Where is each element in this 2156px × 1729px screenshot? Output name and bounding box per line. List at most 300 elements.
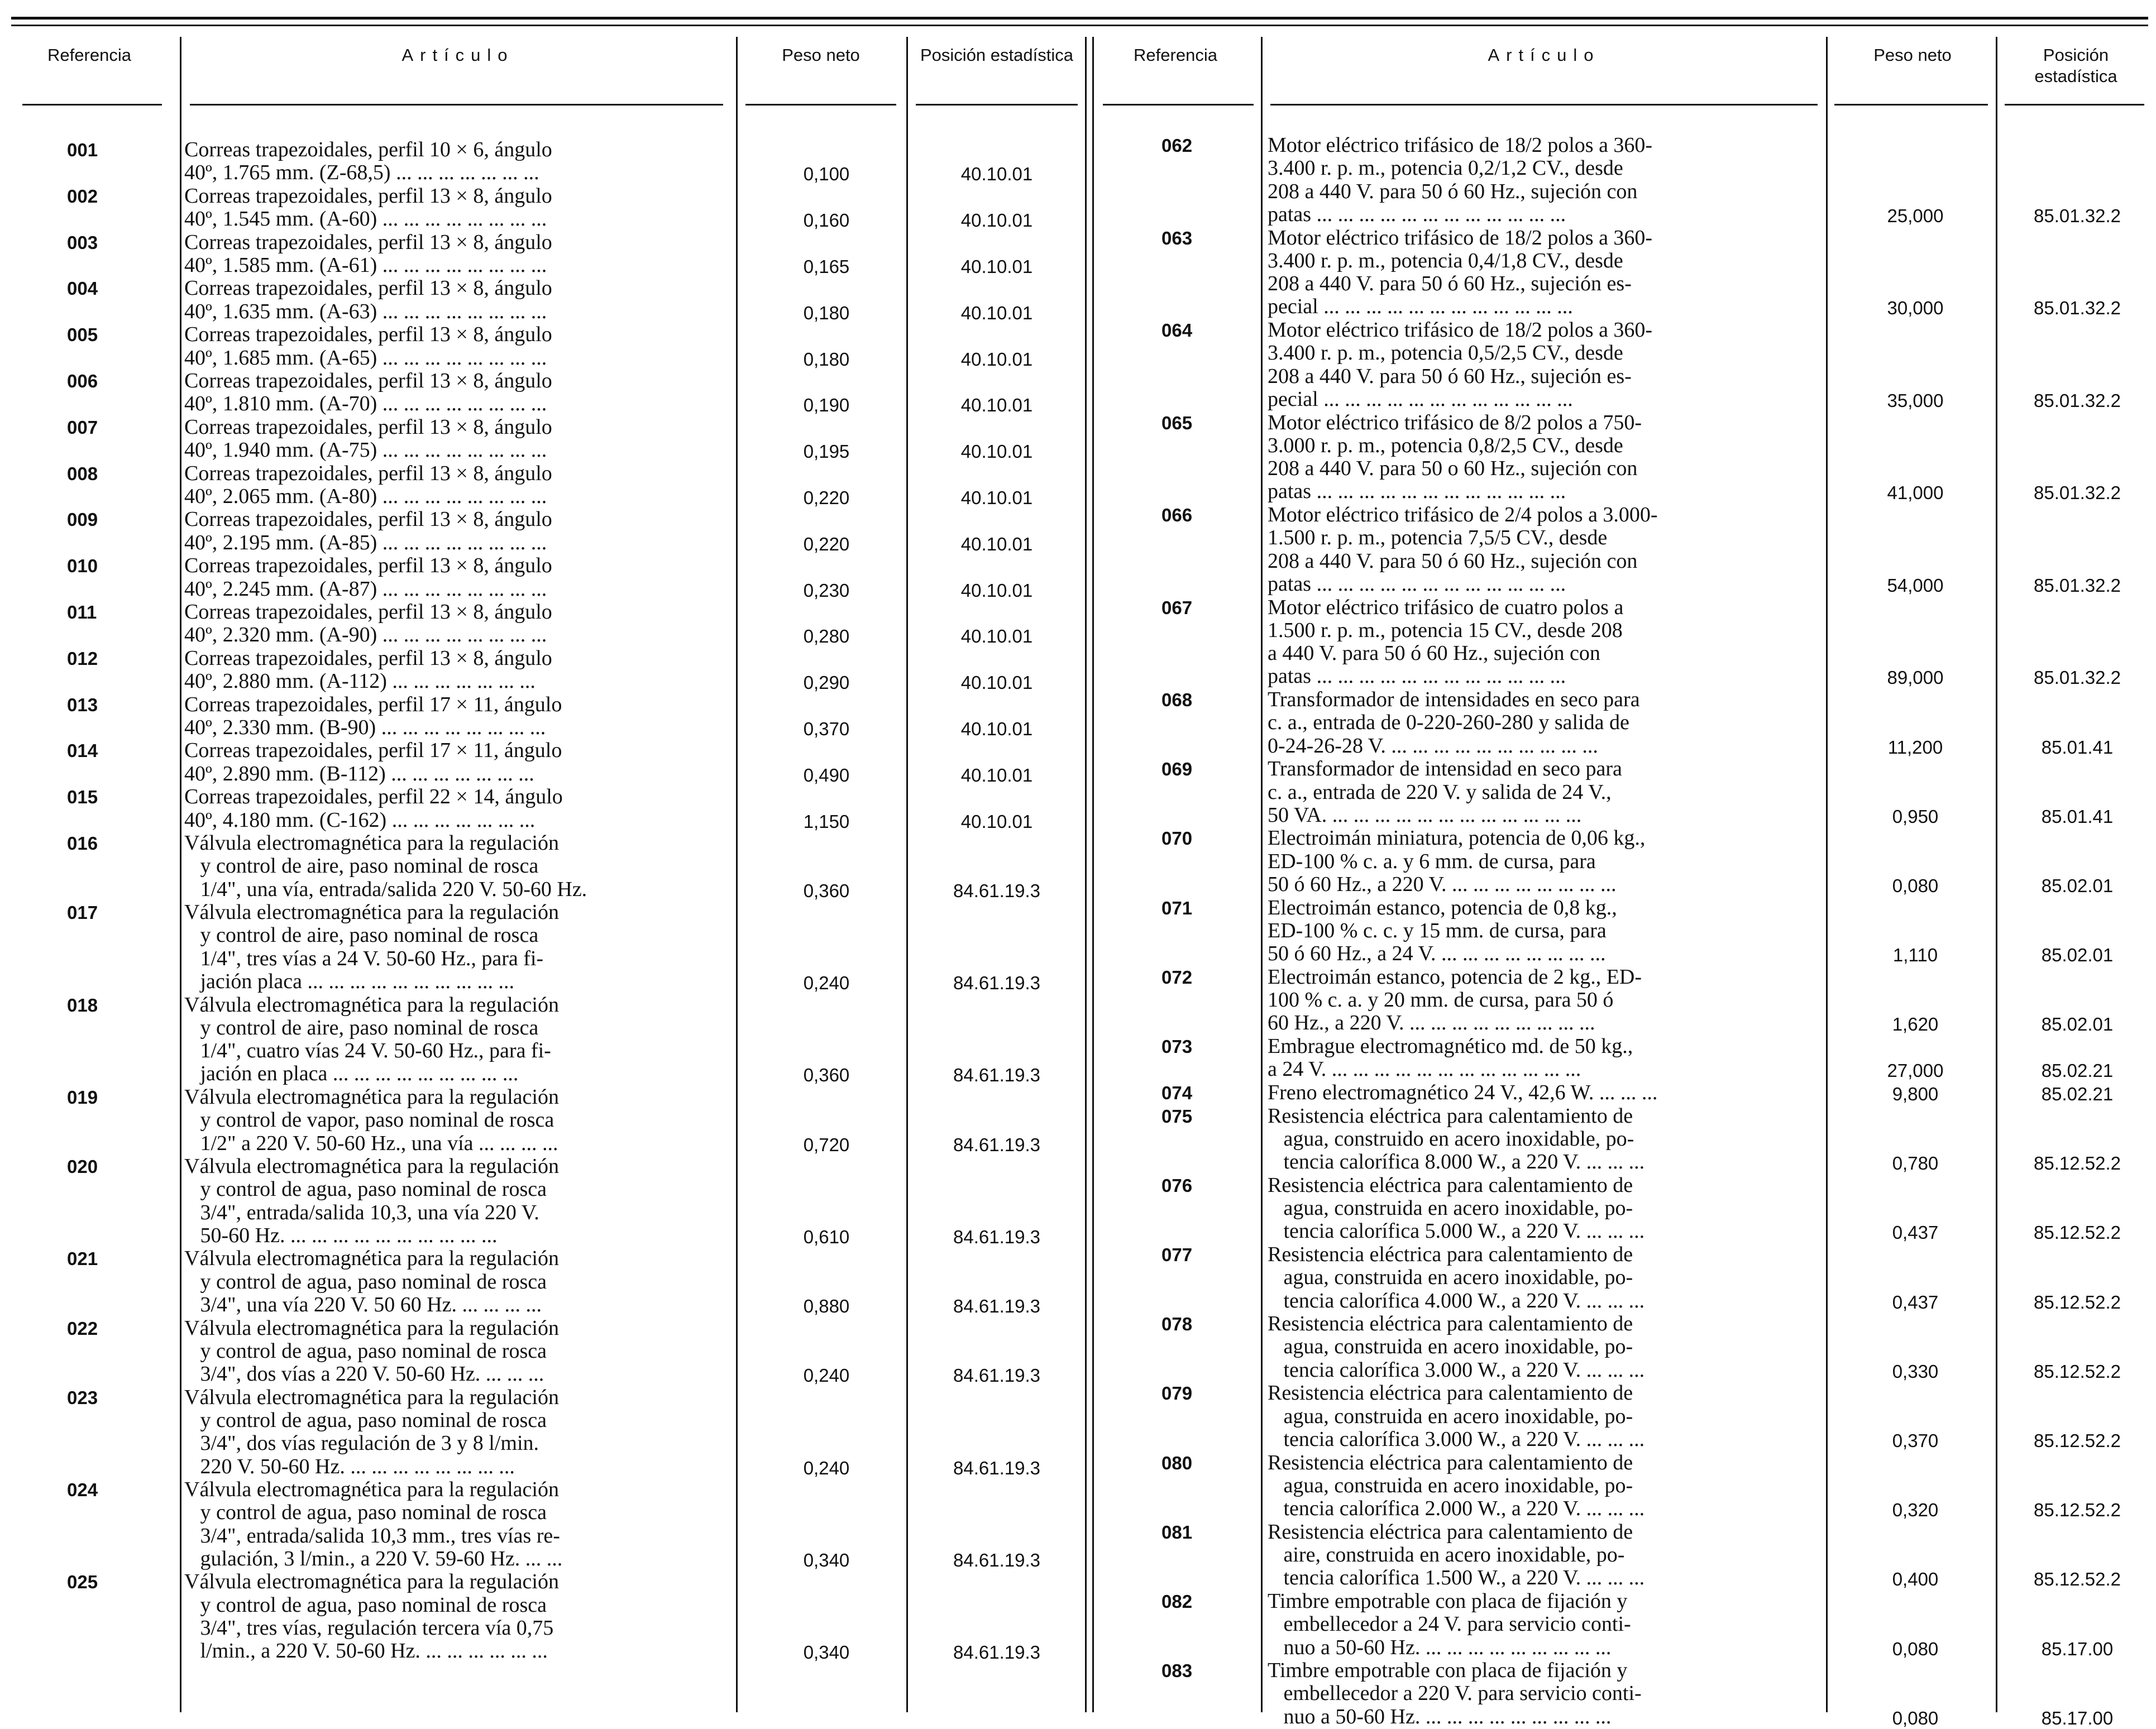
net-weight: 0,195 [803,441,850,462]
net-weight: 0,437 [1892,1222,1939,1243]
net-weight: 0,950 [1892,806,1939,827]
net-weight: 0,330 [1892,1361,1939,1382]
article-description-line: embellecedor a 24 V. para servicio conti- [1268,1613,1631,1636]
statistical-position: 85.17.00 [2041,1707,2114,1728]
statistical-position: 85.12.52.2 [2034,1153,2121,1174]
reference-number: 009 [67,509,98,530]
statistical-position: 85.01.32.2 [2034,205,2121,226]
statistical-position: 85.12.52.2 [2034,1291,2121,1313]
article-description-line: nuo a 50-60 Hz. ... ... ... ... ... ... ... ... ... [1268,1636,1612,1659]
article-description-line: embellecedor a 220 V. para servicio conti- [1268,1682,1642,1706]
header-referencia: Referencia [1134,45,1217,65]
header-articulo: Artículo [1488,45,1600,65]
net-weight: 89,000 [1887,667,1944,688]
article-description-line: agua, construida en acero inoxidable, po- [1268,1474,1633,1497]
statistical-position: 85.12.52.2 [2034,1500,2121,1521]
reference-number: 025 [67,1572,98,1593]
header-underline [190,104,723,106]
article-description-line: 3/4", tres vías, regulación tercera vía 0,75 [184,1617,554,1640]
reference-number: 075 [1161,1105,1193,1127]
article-description-line: Resistencia eléctrica para calentamiento de [1268,1104,1633,1128]
reference-number: 022 [67,1318,98,1339]
article-description-line: ED-100 % c. a. y 6 mm. de cursa, para [1268,850,1596,873]
net-weight: 0,160 [803,210,850,231]
reference-number: 082 [1161,1591,1193,1612]
article-description-line: Motor eléctrico trifásico de 18/2 polos a 360- [1268,319,1653,342]
column-rule [1826,37,1828,1712]
article-description-line: tencia calorífica 3.000 W., a 220 V. ... ... ... [1268,1428,1645,1451]
reference-number: 081 [1161,1521,1193,1543]
article-description-line: Válvula electromagnética para la regulación [184,832,559,855]
reference-number: 021 [67,1248,98,1270]
article-description-line: patas ... ... ... ... ... ... ... ... ... ... ... ... [1268,203,1566,226]
net-weight: 0,180 [803,348,850,370]
reference-number: 020 [67,1156,98,1177]
article-description-line: jación placa ... ... ... ... ... ... ... ... ... ... [184,970,515,993]
article-description-line: agua, construido en acero inoxidable, po- [1268,1127,1634,1151]
article-description-line: 40º, 1.685 mm. (A-65) ... ... ... ... ... ... ... ... [184,346,547,370]
net-weight: 0,220 [803,487,850,508]
article-description-line: 3/4", dos vías a 220 V. 50-60 Hz. ... ... ... [184,1363,544,1386]
article-description-line: a 24 V. ... ... ... ... ... ... ... ... ... ... ... ... [1268,1058,1581,1081]
header-underline [1270,104,1818,106]
article-description-line: Transformador de intensidades en seco para [1268,688,1640,711]
reference-number: 071 [1161,897,1193,918]
article-description-line: 3/4", una vía 220 V. 50 60 Hz. ... ... ... ... [184,1294,542,1316]
article-description-line: y control de vapor, paso nominal de rosca [184,1109,554,1132]
article-description-line: Correas trapezoidales, perfil 10 × 6, ángulo [184,138,552,161]
article-description-line: Correas trapezoidales, perfil 13 × 8, ángulo [184,415,552,439]
article-description-line: Válvula electromagnética para la regulación [184,901,559,925]
article-description-line: Motor eléctrico trifásico de 8/2 polos a 750- [1268,411,1642,434]
reference-number: 024 [67,1479,98,1500]
reference-number: 007 [67,416,98,438]
article-description-line: Válvula electromagnética para la regulación [184,1155,559,1178]
article-description-line: Resistencia eléctrica para calentamiento de [1268,1243,1633,1266]
article-description-line: Válvula electromagnética para la regulación [184,1570,559,1594]
top-rule-thin [11,25,2148,26]
reference-number: 067 [1161,597,1193,618]
reference-number: 010 [67,555,98,577]
net-weight: 0,240 [803,973,850,993]
column-rule [1996,37,1997,1712]
header-posicion-estadistica: Posición estadística [2034,45,2117,86]
reference-number: 006 [67,371,98,391]
header-posicion-estadistica: Posición estadística [920,45,1073,65]
net-weight: 0,370 [1892,1430,1939,1451]
net-weight: 0,240 [803,1457,850,1478]
reference-number: 077 [1161,1244,1193,1265]
article-description-line: ED-100 % c. c. y 15 mm. de cursa, para [1268,919,1607,942]
article-description-line: 50-60 Hz. ... ... ... ... ... ... ... ... ... ... [184,1224,498,1247]
article-description-line: Correas trapezoidales, perfil 13 × 8, ángulo [184,646,552,670]
column-rule [180,37,181,1712]
article-description-line: Válvula electromagnética para la regulación [184,993,559,1017]
article-description-line: Válvula electromagnética para la regulación [184,1247,559,1271]
article-description-line: 3/4", entrada/salida 10,3, una vía 220 V. [184,1201,539,1224]
statistical-position: 84.61.19.3 [953,1549,1040,1570]
article-description-line: 208 a 440 V. para 50 ó 60 Hz., sujeción con [1268,180,1638,203]
statistical-position: 84.61.19.3 [953,1457,1040,1478]
article-description-line: 220 V. 50-60 Hz. ... ... ... ... ... ... ... ... [184,1455,515,1478]
statistical-position: 85.02.01 [2041,875,2114,896]
article-description-line: 40º, 2.880 mm. (A-112) ... ... ... ... ... ... ... [184,670,536,693]
article-description-line: Electroimán miniatura, potencia de 0,06 kg., [1268,827,1646,850]
statistical-position: 84.61.19.3 [953,1365,1040,1386]
article-description-line: 3.400 r. p. m., potencia 0,5/2,5 CV., desde [1268,342,1623,365]
statistical-position: 85.01.32.2 [2034,390,2121,411]
reference-number: 002 [67,185,98,207]
article-description-line: 3.400 r. p. m., potencia 0,4/1,8 CV., desde [1268,249,1623,272]
header-referencia: Referencia [47,45,131,65]
reference-number: 069 [1161,759,1193,780]
net-weight: 0,190 [803,395,850,416]
reference-number: 012 [67,648,98,669]
article-description-line: patas ... ... ... ... ... ... ... ... ... ... ... ... [1268,665,1566,688]
article-description-line: tencia calorífica 2.000 W., a 220 V. ... ... ... [1268,1497,1645,1521]
article-description-line: Correas trapezoidales, perfil 17 × 11, ángulo [184,739,562,763]
statistical-position: 85.02.01 [2041,945,2114,966]
article-description-line: Correas trapezoidales, perfil 13 × 8, ángulo [184,323,552,347]
net-weight: 0,340 [803,1642,850,1663]
net-weight: 1,110 [1892,945,1938,966]
net-weight: 1,150 [803,811,850,832]
article-description-line: Correas trapezoidales, perfil 13 × 8, ángulo [184,508,552,531]
statistical-position: 40.10.01 [960,395,1033,416]
article-description-line: y control de aire, paso nominal de rosca [184,924,539,947]
net-weight: 0,080 [1892,875,1939,896]
reference-number: 008 [67,463,98,484]
article-description-line: 3/4", entrada/salida 10,3 mm., tres vías re- [184,1524,560,1548]
article-description-line: patas ... ... ... ... ... ... ... ... ... ... ... ... [1268,480,1566,504]
net-weight: 25,000 [1887,205,1944,226]
article-description-line: y control de agua, paso nominal de rosca [184,1270,547,1294]
article-description-line: Motor eléctrico trifásico de cuatro polos a [1268,596,1624,619]
column-rule [1092,37,1094,1712]
article-description-line: 1/4", tres vías a 24 V. 50-60 Hz., para fi- [184,947,544,970]
statistical-position: 85.01.32.2 [2034,482,2121,504]
header-underline [916,104,1078,106]
article-description-line: Timbre empotrable con placa de fijación y [1268,1589,1628,1613]
article-description-line: 50 ó 60 Hz., a 220 V. ... ... ... ... ... ... ... ... [1268,873,1617,896]
article-description-line: Válvula electromagnética para la regulación [184,1316,559,1340]
reference-number: 013 [67,694,98,715]
reference-number: 062 [1161,135,1193,156]
article-description-line: 60 Hz., a 220 V. ... ... ... ... ... ... ... ... ... [1268,1012,1595,1035]
article-description-line: Electroimán estanco, potencia de 2 kg., ED- [1268,965,1642,989]
reference-number: 017 [67,902,98,923]
reference-number: 065 [1161,412,1193,433]
article-description-line: 40º, 1.545 mm. (A-60) ... ... ... ... ... ... ... ... [184,208,547,231]
article-description-line: y control de agua, paso nominal de rosca [184,1593,547,1617]
net-weight: 0,610 [803,1226,850,1247]
article-description-line: tencia calorífica 4.000 W., a 220 V. ... ... ... [1268,1289,1645,1313]
column-rule [1085,37,1087,1712]
article-description-line: agua, construida en acero inoxidable, po- [1268,1405,1633,1428]
article-description-line: l/min., a 220 V. 50-60 Hz. ... ... ... ... ... ... [184,1640,548,1663]
statistical-position: 85.01.32.2 [2034,574,2121,596]
header-underline [1103,104,1254,106]
reference-number: 068 [1161,689,1193,710]
article-description-line: y control de aire, paso nominal de rosca [184,855,539,878]
net-weight: 0,880 [803,1296,850,1316]
article-description-line: agua, construida en acero inoxidable, po- [1268,1197,1633,1220]
statistical-position: 85.02.21 [2041,1060,2114,1081]
reference-number: 064 [1161,320,1193,341]
article-description-line: y control de agua, paso nominal de rosca [184,1501,547,1525]
article-description-line: 40º, 1.635 mm. (A-63) ... ... ... ... ... ... ... ... [184,300,547,323]
article-description-line: Correas trapezoidales, perfil 17 × 11, ángulo [184,693,562,716]
header-underline [1834,104,1988,106]
reference-number: 072 [1161,966,1193,988]
article-description-line: 208 a 440 V. para 50 ó 60 Hz., sujeción con [1268,549,1638,573]
article-description-line: 0-24-26-28 V. ... ... ... ... ... ... ... ... ... ... [1268,734,1598,758]
reference-number: 080 [1161,1452,1193,1473]
reference-number: 070 [1161,828,1193,849]
article-description-line: Válvula electromagnética para la regulación [184,1386,559,1409]
reference-number: 076 [1161,1175,1193,1196]
article-description-line: 208 a 440 V. para 50 ó 60 Hz., sujeción es- [1268,272,1632,296]
statistical-position: 84.61.19.3 [953,1065,1040,1086]
header-articulo: Artículo [401,45,514,65]
article-description-line: Correas trapezoidales, perfil 13 × 8, ángulo [184,277,552,300]
column-rule [1261,37,1263,1712]
net-weight: 9,800 [1892,1083,1939,1104]
net-weight: 54,000 [1887,574,1944,596]
net-weight: 0,370 [803,718,850,739]
net-weight: 41,000 [1887,482,1944,504]
article-description-line: tencia calorífica 3.000 W., a 220 V. ... ... ... [1268,1358,1645,1382]
article-description-line: jación en placa ... ... ... ... ... ... ... ... ... [184,1062,519,1086]
reference-number: 016 [67,833,98,854]
statistical-position: 84.61.19.3 [953,1134,1040,1155]
article-description-line: pecial ... ... ... ... ... ... ... ... ... ... ... ... [1268,387,1573,411]
header-peso-neto: Peso neto [1873,45,1952,65]
net-weight: 1,620 [1892,1014,1939,1035]
net-weight: 0,220 [803,533,850,554]
statistical-position: 85.01.41 [2041,806,2114,827]
article-description-line: Correas trapezoidales, perfil 22 × 14, ángulo [184,786,563,809]
net-weight: 0,280 [803,626,850,647]
net-weight: 30,000 [1887,298,1944,319]
statistical-position: 85.02.01 [2041,1014,2114,1035]
article-description-line: tencia calorífica 8.000 W., a 220 V. ... ... ... [1268,1151,1645,1174]
net-weight: 0,230 [803,579,850,601]
article-description-line: Correas trapezoidales, perfil 13 × 8, ángulo [184,601,552,624]
article-description-line: Resistencia eléctrica para calentamiento de [1268,1313,1633,1336]
net-weight: 0,100 [803,164,850,185]
statistical-position: 40.10.01 [960,441,1033,462]
article-description-line: 1.500 r. p. m., potencia 15 CV., desde 208 [1268,619,1623,642]
article-description-line: 208 a 440 V. para 50 o 60 Hz., sujeción con [1268,457,1638,481]
statistical-position: 84.61.19.3 [953,880,1040,901]
reference-number: 014 [67,740,98,761]
reference-number: 074 [1161,1082,1193,1103]
article-description-line: 208 a 440 V. para 50 ó 60 Hz., sujeción es- [1268,365,1632,388]
statistical-position: 40.10.01 [960,302,1033,323]
net-weight: 0,780 [1892,1153,1939,1174]
reference-number: 078 [1161,1314,1193,1335]
article-description-line: 3.400 r. p. m., potencia 0,2/1,2 CV., desde [1268,157,1623,180]
header-peso-neto: Peso neto [782,45,860,65]
header-underline [22,104,162,106]
article-description-line: a 440 V. para 50 ó 60 Hz., sujeción con [1268,642,1600,665]
article-description-line: tencia calorífica 1.500 W., a 220 V. ... ... ... [1268,1567,1645,1590]
reference-number: 005 [67,324,98,346]
reference-number: 063 [1161,227,1193,248]
article-description-line: 40º, 2.245 mm. (A-87) ... ... ... ... ... ... ... ... [184,577,547,601]
net-weight: 0,165 [803,256,850,277]
article-description-line: pecial ... ... ... ... ... ... ... ... ... ... ... ... [1268,295,1573,319]
article-description-line: 50 VA. ... ... ... ... ... ... ... ... ... ... ... ... [1268,803,1582,827]
article-description-line: y control de agua, paso nominal de rosca [184,1409,547,1432]
statistical-position: 84.61.19.3 [953,1226,1040,1247]
net-weight: 0,360 [803,1065,850,1086]
statistical-position: 40.10.01 [960,348,1033,370]
net-weight: 0,080 [1892,1638,1939,1659]
article-description-line: nuo a 50-60 Hz. ... ... ... ... ... ... ... ... ... [1268,1705,1612,1728]
article-description-line: Válvula electromagnética para la regulación [184,1478,559,1501]
article-description-line: 3/4", dos vías regulación de 3 y 8 l/min. [184,1432,539,1455]
net-weight: 0,400 [1892,1569,1939,1590]
article-description-line: 1/4", cuatro vías 24 V. 50-60 Hz., para fi- [184,1040,551,1063]
reference-number: 079 [1161,1383,1193,1404]
article-description-line: 40º, 4.180 mm. (C-162) ... ... ... ... ... ... ... [184,808,536,832]
statistical-position: 85.12.52.2 [2034,1361,2121,1382]
statistical-position: 40.10.01 [960,533,1033,554]
article-description-line: Resistencia eléctrica para calentamiento de [1268,1451,1633,1474]
reference-number: 083 [1161,1660,1193,1682]
statistical-position: 40.10.01 [960,626,1033,647]
statistical-position: 85.01.32.2 [2034,298,2121,319]
article-description-line: y control de aire, paso nominal de rosca [184,1016,539,1040]
statistical-position: 85.12.52.2 [2034,1430,2121,1451]
article-description-line: 40º, 2.890 mm. (B-112) ... ... ... ... ... ... ... [184,762,534,786]
article-description-line: Embrague electromagnético md. de 50 kg., [1268,1035,1633,1058]
statistical-position: 84.61.19.3 [953,973,1040,993]
article-description-line: y control de agua, paso nominal de rosca [184,1178,547,1201]
reference-number: 004 [67,278,98,299]
net-weight: 0,720 [803,1134,850,1155]
article-description-line: Resistencia eléctrica para calentamiento de [1268,1520,1633,1544]
statistical-position: 40.10.01 [960,487,1033,508]
net-weight: 0,180 [803,302,850,323]
article-description-line: 3.000 r. p. m., potencia 0,8/2,5 CV., desde [1268,434,1623,457]
article-description-line: gulación, 3 l/min., a 220 V. 59-60 Hz. ... ... [184,1547,563,1570]
article-description-line: patas ... ... ... ... ... ... ... ... ... ... ... ... [1268,572,1566,596]
article-description-line: Correas trapezoidales, perfil 13 × 8, ángulo [184,184,552,208]
net-weight: 27,000 [1887,1060,1944,1081]
article-description-line: Motor eléctrico trifásico de 2/4 polos a 3.000- [1268,504,1658,526]
statistical-position: 40.10.01 [960,579,1033,601]
statistical-position: 40.10.01 [960,718,1033,739]
article-description-line: Resistencia eléctrica para calentamiento de [1268,1382,1633,1405]
article-description-line: Transformador de intensidad en seco para [1268,758,1622,781]
net-weight: 0,340 [803,1549,850,1570]
article-description-line: 1/4", una vía, entrada/salida 220 V. 50-60 Hz. [184,878,587,901]
article-description-line: Timbre empotrable con placa de fijación y [1268,1659,1628,1683]
statistical-position: 84.61.19.3 [953,1642,1040,1663]
article-description-line: 100 % c. a. y 20 mm. de cursa, para 50 ó [1268,989,1614,1012]
reference-number: 001 [67,140,98,160]
statistical-position: 85.01.32.2 [2034,667,2121,688]
article-description-line: Correas trapezoidales, perfil 13 × 8, ángulo [184,370,552,392]
statistical-position: 85.01.41 [2041,736,2114,758]
article-description-line: agua, construida en acero inoxidable, po- [1268,1266,1633,1290]
net-weight: 0,490 [803,764,850,786]
net-weight: 0,080 [1892,1707,1939,1728]
article-description-line: y control de agua, paso nominal de rosca [184,1339,547,1363]
article-description-line: Electroimán estanco, potencia de 0,8 kg., [1268,896,1617,919]
article-description-line: Correas trapezoidales, perfil 13 × 8, ángulo [184,231,552,254]
article-description-line: agua, construida en acero inoxidable, po- [1268,1335,1633,1359]
net-weight: 0,240 [803,1365,850,1386]
statistical-position: 40.10.01 [960,672,1033,693]
article-description-line: 40º, 2.320 mm. (A-90) ... ... ... ... ... ... ... ... [184,624,547,647]
article-description-line: Válvula electromagnética para la regulación [184,1085,559,1109]
net-weight: 0,437 [1892,1291,1939,1313]
article-description-line: 1/2" a 220 V. 50-60 Hz., una vía ... ... ... ... [184,1132,558,1155]
article-description-line: 40º, 1.940 mm. (A-75) ... ... ... ... ... ... ... ... [184,439,547,462]
article-description-line: 40º, 1.585 mm. (A-61) ... ... ... ... ... ... ... ... [184,253,547,277]
article-description-line: 40º, 1.765 mm. (Z-68,5) ... ... ... ... ... ... ... [184,161,539,185]
article-description-line: c. a., entrada de 0-220-260-280 y salida de [1268,711,1629,735]
net-weight: 0,360 [803,880,850,901]
article-description-line: Motor eléctrico trifásico de 18/2 polos a 360- [1268,226,1653,250]
article-description-line: Resistencia eléctrica para calentamiento de [1268,1174,1633,1197]
reference-number: 066 [1161,505,1193,525]
article-description-line: Correas trapezoidales, perfil 13 × 8, ángulo [184,554,552,578]
net-weight: 11,200 [1887,736,1943,758]
reference-number: 073 [1161,1036,1193,1057]
statistical-position: 84.61.19.3 [953,1296,1040,1316]
reference-number: 011 [67,602,97,622]
statistical-position: 85.12.52.2 [2034,1569,2121,1590]
net-weight: 35,000 [1887,390,1944,411]
statistical-position: 85.17.00 [2041,1638,2114,1659]
article-description-line: 40º, 2.195 mm. (A-85) ... ... ... ... ... ... ... ... [184,531,547,554]
article-description-line: aire, construida en acero inoxidable, po- [1268,1544,1625,1567]
statistical-position: 40.10.01 [960,256,1033,277]
header-underline [745,104,896,106]
statistical-position: 40.10.01 [960,164,1033,185]
article-description-line: tencia calorífica 5.000 W., a 220 V. ... ... ... [1268,1220,1645,1243]
reference-number: 015 [67,787,98,808]
statistical-position: 40.10.01 [960,764,1033,786]
article-description-line: Freno electromagnético 24 V., 42,6 W. ... ... ... [1268,1081,1658,1104]
top-rule [11,17,2148,20]
article-description-line: c. a., entrada de 220 V. y salida de 24 V., [1268,780,1612,804]
statistical-position: 85.12.52.2 [2034,1222,2121,1243]
net-weight: 0,290 [803,672,850,693]
reference-number: 019 [67,1086,98,1108]
reference-number: 023 [67,1387,98,1408]
article-description-line: 40º, 2.065 mm. (A-80) ... ... ... ... ... ... ... ... [184,485,547,508]
reference-number: 003 [67,232,98,253]
header-underline [2005,104,2144,106]
article-description-line: Motor eléctrico trifásico de 18/2 polos a 360- [1268,134,1653,157]
net-weight: 0,320 [1892,1500,1939,1521]
statistical-position: 40.10.01 [960,210,1033,231]
article-description-line: 40º, 1.810 mm. (A-70) ... ... ... ... ... ... ... ... [184,392,547,416]
article-description-line: 1.500 r. p. m., potencia 7,5/5 CV., desde [1268,526,1608,550]
reference-number: 018 [67,994,98,1016]
article-description-line: 40º, 2.330 mm. (B-90) ... ... ... ... ... ... ... ... [184,716,546,739]
article-description-line: 50 ó 60 Hz., a 24 V. ... ... ... ... ... ... ... ... [1268,942,1606,966]
statistical-position: 40.10.01 [960,811,1033,832]
article-description-line: Correas trapezoidales, perfil 13 × 8, ángulo [184,462,552,485]
statistical-position: 85.02.21 [2041,1083,2114,1104]
